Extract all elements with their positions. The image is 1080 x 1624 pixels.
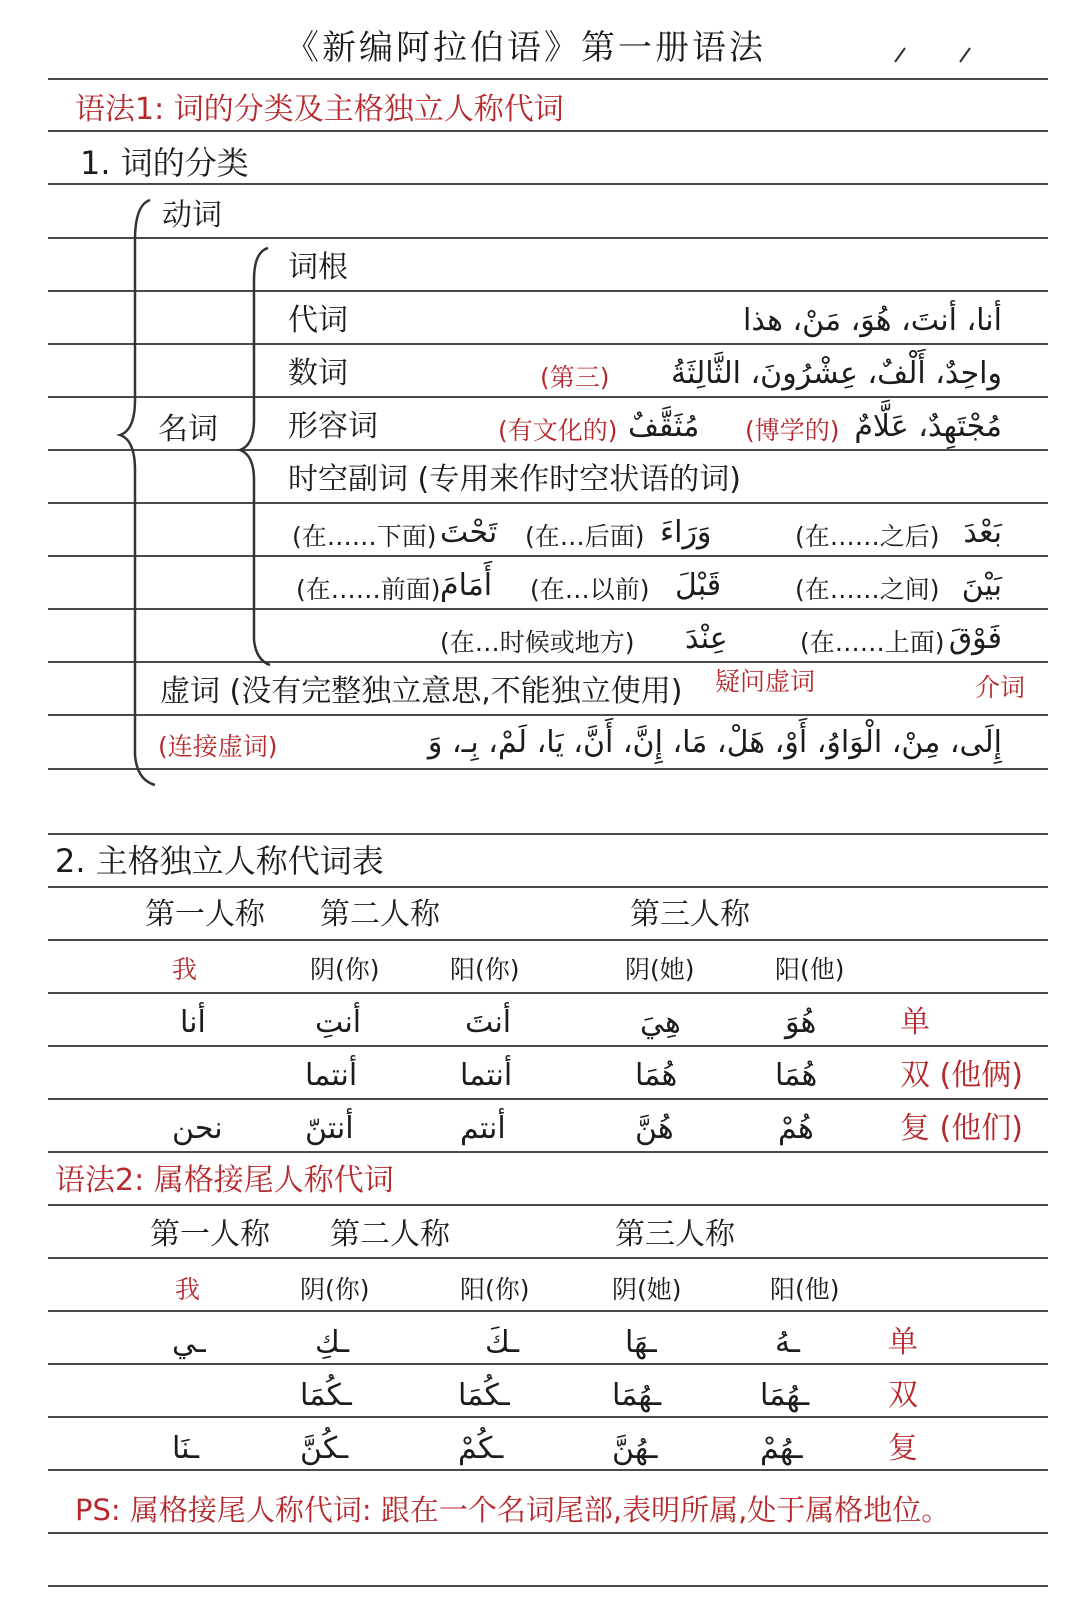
person-first: 第一人称 bbox=[150, 1217, 270, 1252]
suffix-cell: ـهُمَا bbox=[612, 1378, 662, 1413]
adverb-ar: فَوْقَ bbox=[948, 621, 1002, 656]
suffix-cell: ـهُمَا bbox=[760, 1378, 810, 1413]
person-second: 第二人称 bbox=[330, 1217, 450, 1252]
pronoun-cell: أنتِ bbox=[315, 1005, 362, 1040]
suffix-cell: ـكُمَا bbox=[300, 1378, 352, 1413]
adverb-zh: (在…时候或地方) bbox=[440, 628, 635, 657]
adjective-note2: (有文化的) bbox=[498, 416, 618, 445]
pronoun-cell: هُمَا bbox=[635, 1058, 678, 1093]
col-header: 阳(你) bbox=[450, 955, 520, 984]
grammar2-heading: 语法2: 属格接尾人称代词 bbox=[55, 1163, 394, 1198]
noun-label: 名词 bbox=[158, 412, 218, 447]
suffix-cell: ـي bbox=[172, 1325, 206, 1360]
page-title: 《新编阿拉伯语》第一册语法 bbox=[285, 28, 766, 68]
adverb-ar: وَرَاءَ bbox=[660, 515, 712, 550]
col-header: 阳(你) bbox=[460, 1275, 530, 1304]
col-header: 阴(她) bbox=[612, 1275, 682, 1304]
col-header: 我 bbox=[172, 955, 198, 984]
numeral-arabic: واحِدٌ، أَلْفٌ، عِشْرُونَ، الثَّالِثَةُ bbox=[671, 356, 1002, 391]
adverb-ar: أَمَامَ bbox=[440, 568, 493, 603]
adverb-ar: بَيْنَ bbox=[961, 568, 1002, 603]
suffix-cell: ـكُنَّ bbox=[300, 1431, 349, 1466]
grammar1-heading: 语法1: 词的分类及主格独立人称代词 bbox=[75, 92, 564, 127]
pronoun-cell: نحن bbox=[172, 1111, 223, 1146]
suffix-cell: ـهُمْ bbox=[760, 1431, 803, 1466]
verb-label: 动词 bbox=[162, 198, 222, 233]
pronoun-cell: هِيَ bbox=[640, 1005, 681, 1040]
person-first: 第一人称 bbox=[145, 897, 265, 932]
col-header: 阴(她) bbox=[625, 955, 695, 984]
adjective-arabic1: مُجْتَهِدٌ، عَلَّامٌ bbox=[854, 409, 1002, 444]
particle-arabic: إِلَى، مِنْ، الْوَاوُ، أَوْ، هَلْ، مَا، إِنَّ، أَنَّ، يَا، لَمْ، بِـ، وَ bbox=[427, 725, 1002, 760]
adverb-ar: عِنْدَ bbox=[685, 621, 728, 656]
suffix-cell: ـنَا bbox=[172, 1431, 199, 1466]
col-header: 阴(你) bbox=[310, 955, 380, 984]
adverb-zh: (在……前面) bbox=[296, 575, 441, 604]
adverb-ar: قَبْلَ bbox=[675, 568, 722, 603]
suffix-cell: ـهَا bbox=[625, 1325, 657, 1360]
adjective-arabic2: مُثَقَّفٌ bbox=[628, 409, 700, 444]
number-label: 复 (他们) bbox=[900, 1111, 1023, 1146]
number-label: 复 bbox=[888, 1431, 918, 1466]
numeral-label: 数词 bbox=[288, 356, 348, 391]
pronoun-cell: أنتَ bbox=[465, 1005, 512, 1040]
person-second: 第二人称 bbox=[320, 897, 440, 932]
col-header: 阳(他) bbox=[770, 1275, 840, 1304]
number-label: 双 (他俩) bbox=[900, 1058, 1023, 1093]
number-label: 单 bbox=[888, 1325, 918, 1360]
pronoun-cell: أنتم bbox=[460, 1111, 506, 1146]
adjective-note1: (博学的) bbox=[745, 416, 840, 445]
col-header: 我 bbox=[175, 1275, 201, 1304]
pronoun-cell: أنتنّ bbox=[305, 1111, 354, 1146]
pronoun-cell: أنتما bbox=[460, 1058, 513, 1093]
pronoun-cell: أنتما bbox=[305, 1058, 358, 1093]
adverb-zh: (在……下面) bbox=[292, 522, 437, 551]
adverb-zh: (在…后面) bbox=[525, 522, 645, 551]
number-label: 单 bbox=[900, 1005, 930, 1040]
particle-label: 虚词 (没有完整独立意思,不能独立使用) bbox=[160, 674, 683, 709]
pronoun-label: 代词 bbox=[288, 303, 348, 338]
section1-heading: 1. 词的分类 bbox=[80, 144, 249, 182]
suffix-cell: ـكُمَا bbox=[458, 1378, 510, 1413]
suffix-cell: ـكَ bbox=[485, 1325, 520, 1360]
suffix-cell: ـهُنَّ bbox=[612, 1431, 658, 1466]
adverb-label: 时空副词 (专用来作时空状语的词) bbox=[288, 462, 741, 497]
pronoun-cell: هُنَّ bbox=[635, 1111, 674, 1146]
person-third: 第三人称 bbox=[630, 897, 750, 932]
adverb-ar: بَعْدَ bbox=[963, 515, 1002, 550]
interrogative-tag: 疑问虚词 bbox=[715, 667, 816, 696]
adverb-zh: (在……之间) bbox=[795, 575, 940, 604]
number-label: 双 bbox=[888, 1378, 918, 1413]
connective-tag: (连接虚词) bbox=[158, 732, 278, 761]
pronoun-cell: هُوَ bbox=[785, 1005, 817, 1040]
adverb-zh: (在……上面) bbox=[800, 628, 945, 657]
col-header: 阳(他) bbox=[775, 955, 845, 984]
suffix-cell: ـكِ bbox=[315, 1325, 350, 1360]
person-third: 第三人称 bbox=[615, 1217, 735, 1252]
ps-note: PS: 属格接尾人称代词: 跟在一个名词尾部,表明所属,处于属格地位。 bbox=[75, 1493, 951, 1527]
pronoun-cell: هُمَا bbox=[775, 1058, 818, 1093]
col-header: 阴(你) bbox=[300, 1275, 370, 1304]
adverb-ar: تَحْتَ bbox=[440, 515, 498, 550]
adverb-zh: (在……之后) bbox=[795, 522, 940, 551]
pronoun-arabic: أنا، أنتَ، هُوَ، مَنْ، هذا bbox=[743, 303, 1002, 338]
adverb-zh: (在…以前) bbox=[530, 575, 650, 604]
suffix-cell: ـهُ bbox=[775, 1325, 800, 1360]
pronoun-cell: أنا bbox=[180, 1005, 206, 1040]
numeral-note: (第三) bbox=[540, 363, 610, 392]
adjective-label: 形容词 bbox=[288, 409, 378, 444]
pronoun-cell: هُمْ bbox=[778, 1111, 814, 1146]
suffix-cell: ـكُمْ bbox=[458, 1431, 504, 1466]
preposition-tag: 介词 bbox=[975, 673, 1026, 702]
root-label: 词根 bbox=[288, 250, 348, 285]
section2-heading: 2. 主格独立人称代词表 bbox=[55, 842, 384, 880]
